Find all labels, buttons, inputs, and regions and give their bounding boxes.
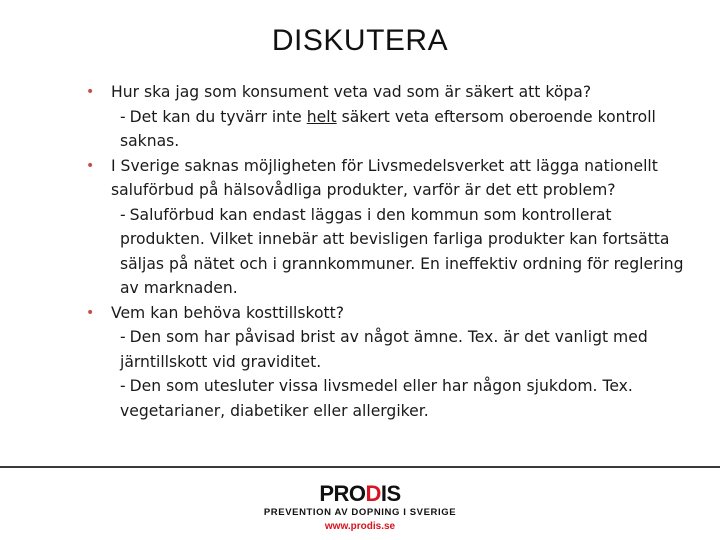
dash-icon: - xyxy=(120,377,126,395)
bullet-item-2 xyxy=(86,154,686,203)
logo-url: www.prodis.se xyxy=(324,521,396,532)
answer-3a xyxy=(86,325,686,374)
bullet-icon: • xyxy=(86,157,95,174)
answer-3a-text: Den som har påvisad brist av något ämne. Tex. är det vanligt med järntillskott vid graviditet. xyxy=(120,328,648,371)
slide-title: DISKUTERA xyxy=(271,24,449,57)
logo-wordmark xyxy=(0,482,720,506)
footer-divider xyxy=(0,466,720,468)
bullet-text-2: I Sverige saknas möjligheten för Livsmedelsverket att lägga nationellt saluförbud på hälsovådliga produkter, varför är det ett problem? xyxy=(111,156,658,199)
bullet-item-1 xyxy=(86,80,686,105)
dash-icon: - xyxy=(120,328,126,346)
answer-3b-text: Den som utesluter vissa livsmedel eller har någon sjukdom. Tex. vegetarianer, diabetiker eller allergiker. xyxy=(120,377,633,420)
bullet-text-1: Hur ska jag som konsument veta vad som är säkert att köpa? xyxy=(111,83,592,101)
answer-2 xyxy=(86,203,686,301)
slide-content xyxy=(86,80,686,423)
logo-pro: PRO xyxy=(319,481,366,506)
bullet-text-3: Vem kan behöva kosttillskott? xyxy=(111,303,345,322)
bullet-item-3 xyxy=(86,301,686,326)
answer-1-after: säkert veta eftersom oberoende kontroll saknas. xyxy=(120,107,656,150)
dash-icon: - xyxy=(120,107,126,126)
logo-tagline: PREVENTION AV DOPNING I SVERIGE xyxy=(263,507,457,518)
logo-is: IS xyxy=(380,481,401,506)
answer-2-text: Saluförbud kan endast läggas i den kommun som kontrollerat produkten. Vilket innebär att bevisligen farliga produkter kan fortsätta säljas på nätet och i grannkommuner. En ineffektiv ordning för reglering av marknaden. xyxy=(120,205,684,297)
answer-1-before: Det kan du tyvärr inte xyxy=(129,107,307,126)
dash-icon: - xyxy=(120,205,126,224)
answer-1-emphasis: helt xyxy=(306,107,337,126)
answer-1 xyxy=(86,105,686,154)
logo-d: D xyxy=(365,481,381,506)
prodis-logo xyxy=(0,482,720,534)
bullet-icon: • xyxy=(86,84,95,100)
bullet-icon: • xyxy=(86,304,95,321)
answer-3b xyxy=(86,374,686,423)
